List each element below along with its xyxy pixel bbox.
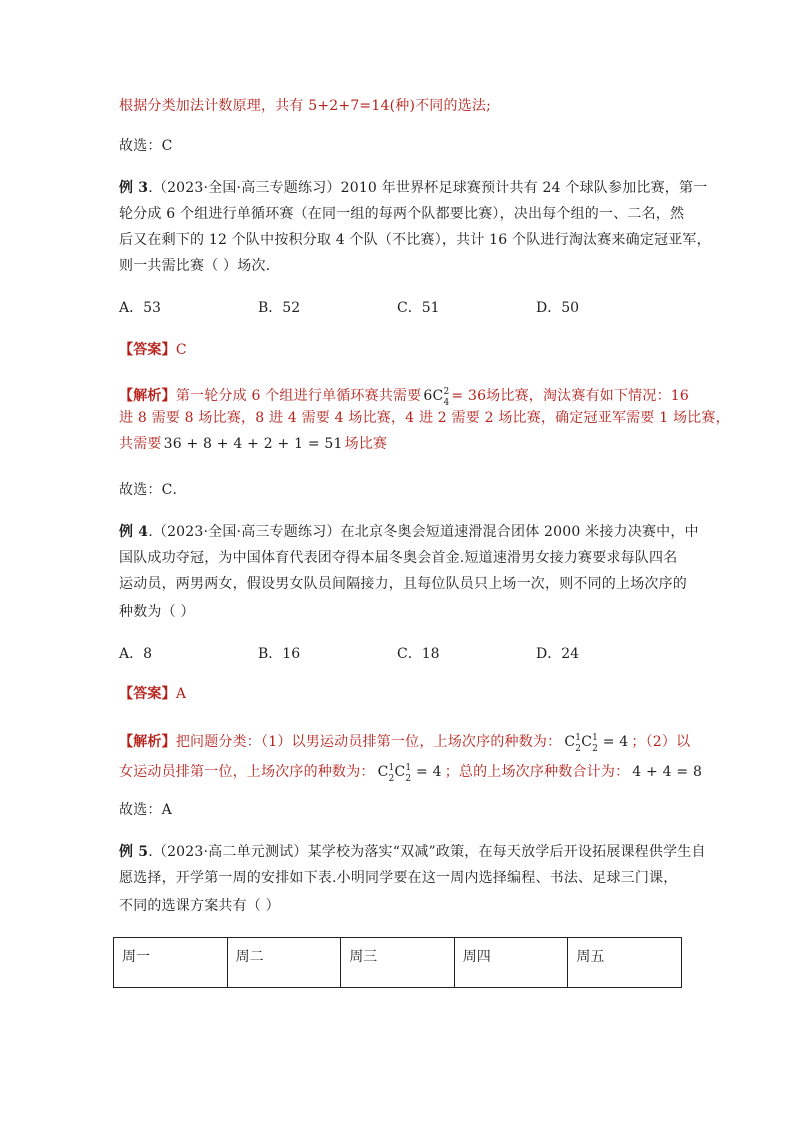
example-4-analysis-line-1 (119, 728, 690, 752)
answer-value: C (175, 342, 187, 358)
example-3-label: 例 3 (119, 180, 149, 196)
combination-indices (443, 382, 449, 406)
math-equals: = 4 (415, 764, 442, 780)
example-4-line-4: 种数为（ ） (119, 604, 195, 620)
example-4-option-c: C．18 (397, 646, 440, 662)
math-sub: 2 (388, 774, 395, 784)
answer-label: 【答案】 (119, 686, 176, 702)
table-header-wednesday: 周三 (341, 938, 455, 988)
analysis-text: 共需要 (119, 436, 162, 452)
math-sup: 1 (388, 763, 395, 773)
math-term: C (394, 764, 406, 780)
example-5-line-2: 愿选择，开学第一周的安排如下表.小明同学要在这一周内选择编程、书法、足球三门课， (119, 870, 678, 886)
math-sup: 1 (405, 763, 412, 773)
example-4-answer (119, 684, 186, 704)
example-3-line-2: 轮分成 6 个组进行单循环赛（在同一组的每两个队都要比赛），决出每个组的一、二名，然 (119, 206, 685, 222)
combination-indices (389, 758, 395, 782)
analysis-text: 第一轮分成 6 个组进行单循环赛共需要 (175, 388, 422, 404)
math-sub: 2 (575, 744, 582, 754)
example-4-text-1: 在北京冬奥会短道速滑混合团体 2000 米接力决赛中，中 (340, 524, 699, 540)
combination-expression (377, 763, 442, 784)
example-4-option-b: B．16 (258, 646, 301, 662)
math-term: C (377, 764, 389, 780)
math-sup: 2 (443, 387, 450, 397)
table-header-friday: 周五 (568, 938, 682, 988)
example-5-text-1: 某学校为落实“双减”政策，在每天放学后开设拓展课程供学生自 (307, 844, 706, 860)
math-sub: 2 (405, 774, 412, 784)
example-3-analysis-line-3 (119, 434, 387, 454)
answer-value: A (175, 686, 187, 702)
answer-label: 【答案】 (119, 342, 176, 358)
analysis-text: 场比赛 (344, 436, 388, 452)
example-5-label: 例 5 (119, 844, 149, 860)
math-expression: 36 + 8 + 4 + 2 + 1 = 51 (163, 436, 343, 452)
math-equals: = 4 (602, 734, 629, 750)
table-row (114, 938, 682, 988)
math-sup: 1 (575, 733, 582, 743)
previous-solution-line: 根据分类加法计数原理，共有 5+2+7=14(种)不同的选法; (119, 98, 492, 114)
math-term: C (581, 734, 593, 750)
combination-expression (423, 387, 450, 408)
example-3-choice: 故选：C． (119, 482, 187, 498)
analysis-text: 把问题分类：（1）以男运动员排第一位，上场次序的种数为： (175, 734, 562, 750)
example-3-answer (119, 340, 187, 360)
example-3-text-1: 2010 年世界杯足球赛预计共有 24 个球队参加比赛，第一 (340, 180, 708, 196)
combination-indices (592, 728, 598, 752)
analysis-text: = 36场比赛，淘汰赛有如下情况：16 (451, 388, 689, 404)
math-sub: 2 (592, 744, 599, 754)
math-term: 6C (423, 388, 444, 404)
analysis-text: ；（2）以 (631, 734, 691, 750)
example-4-option-d: D．24 (536, 646, 580, 662)
example-5-source: .（2023·高二单元测试） (148, 844, 308, 860)
example-3-line-3: 后又在剩下的 12 个队中按积分取 4 个队（不比赛），共计 16 个队进行淘汰赛来确定冠亚军， (119, 232, 711, 248)
example-5-line-1 (119, 842, 706, 862)
example-4-line-1 (119, 522, 699, 542)
example-4-line-2: 国队成功夺冠，为中国体育代表团夺得本届冬奥会首金.短道速滑男女接力赛要求每队四名 (119, 550, 678, 566)
math-expression: 4 + 4 = 8 (632, 764, 703, 780)
table-header-thursday: 周四 (454, 938, 568, 988)
example-4-option-a: A．8 (119, 646, 153, 662)
combination-indices (405, 758, 411, 782)
combination-indices (575, 728, 581, 752)
example-3-option-c: C．51 (397, 300, 440, 316)
analysis-label: 【解析】 (119, 734, 176, 750)
combination-expression (564, 733, 629, 754)
analysis-text: ；总的上场次序种数合计为： (444, 764, 630, 780)
table-header-monday: 周一 (114, 938, 228, 988)
math-term: C (564, 734, 576, 750)
analysis-text: 女运动员排第一位，上场次序的种数为： (119, 764, 375, 780)
table-header-tuesday: 周二 (227, 938, 341, 988)
example-4-choice: 故选：A (119, 802, 172, 818)
math-sup: 1 (592, 733, 599, 743)
example-4-source: .（2023·全国·高三专题练习） (148, 524, 341, 540)
math-sub: 4 (443, 398, 450, 408)
analysis-label: 【解析】 (119, 388, 176, 404)
example-5-line-3: 不同的选课方案共有（ ） (119, 898, 280, 914)
example-3-source: .（2023·全国·高三专题练习） (148, 180, 341, 196)
example-4-label: 例 4 (119, 524, 149, 540)
example-3-line-1 (119, 178, 707, 198)
example-3-option-d: D．50 (536, 300, 580, 316)
example-3-option-a: A．53 (119, 300, 161, 316)
example-3-option-b: B．52 (258, 300, 301, 316)
example-3-analysis-line-1 (119, 382, 689, 406)
example-4-line-3: 运动员，两男两女，假设男女队员间隔接力，且每位队员只上场一次，则不同的上场次序的 (119, 576, 687, 592)
schedule-table (113, 937, 682, 988)
example-3-analysis-line-2: 进 8 需要 8 场比赛，8 进 4 需要 4 场比赛，4 进 2 需要 2 场比赛，确定冠亚军需要 1 场比赛， (119, 410, 730, 426)
example-3-line-4: 则一共需比赛（ ）场次． (119, 258, 280, 274)
previous-choice-line: 故选：C (119, 138, 173, 154)
example-4-analysis-line-2 (119, 758, 702, 782)
